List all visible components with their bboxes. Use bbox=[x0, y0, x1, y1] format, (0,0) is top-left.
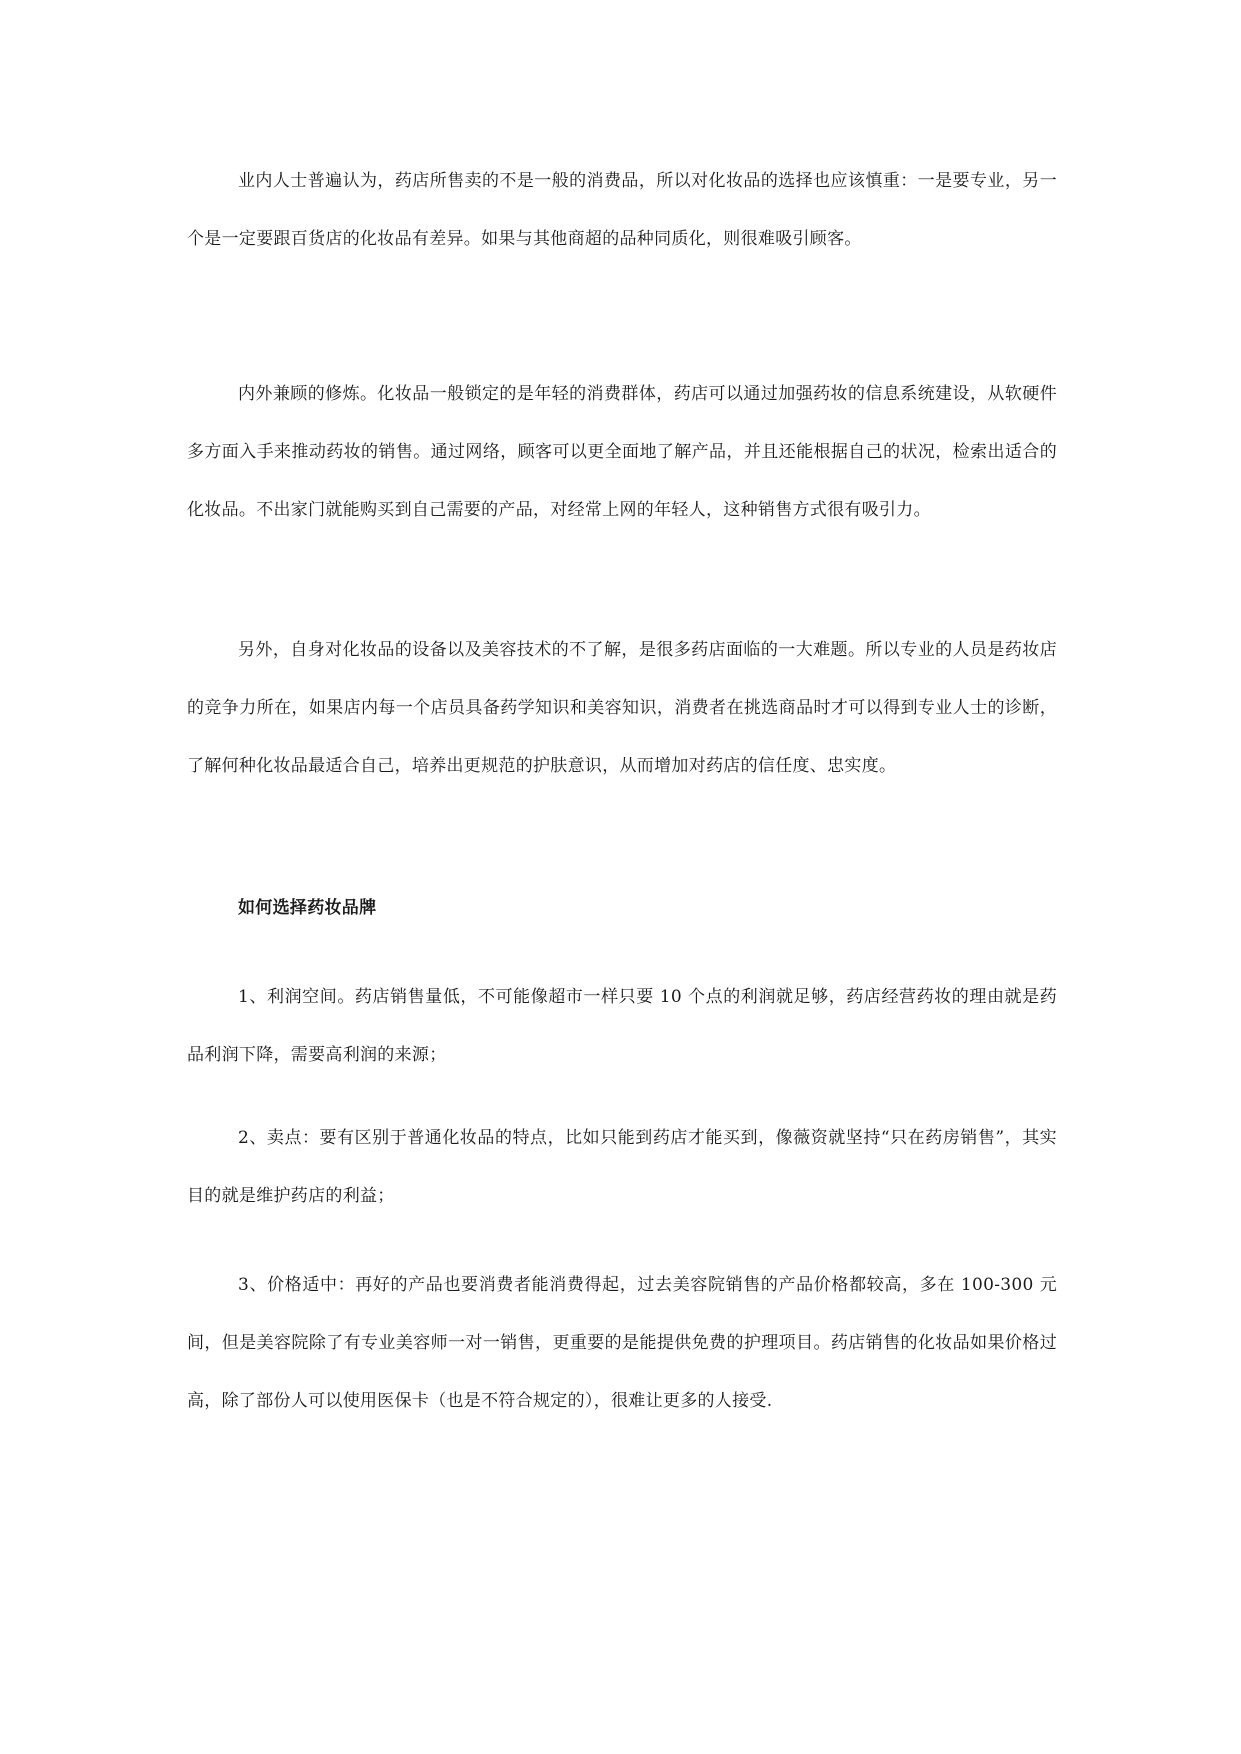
paragraph-inside-outside: 内外兼顾的修炼。化妆品一般锁定的是年轻的消费群体，药店可以通过加强药妆的信息系统建设，从软硬件多方面入手来推动药妆的销售。通过网络，顾客可以更全面地了解产品，并且还能根据自己的状况，检索出适合的化妆品。不出家门就能购买到自己需要的产品，对经常上网的年轻人，这种销售方式很有吸引力。 bbox=[187, 384, 1057, 520]
list-item-profit-margin: 1、利润空间。药店销售量低，不可能像超市一样只要 10 个点的利润就足够，药店经营药妆的理由就是药品利润下降，需要高利润的来源； bbox=[187, 987, 1057, 1065]
paragraph-industry-view: 业内人士普遍认为，药店所售卖的不是一般的消费品，所以对化妆品的选择也应该慎重：一是要专业，另一个是一定要跟百货店的化妆品有差异。如果与其他商超的品种同质化，则很难吸引顾客。 bbox=[187, 171, 1057, 249]
paragraph-professional-staff: 另外，自身对化妆品的设备以及美容技术的不了解，是很多药店面临的一大难题。所以专业的人员是药妆店的竞争力所在，如果店内每一个店员具备药学知识和美容知识，消费者在挑选商品时才可以得到专业人士的诊断，了解何种化妆品最适合自己，培养出更规范的护肤意识，从而增加对药店的信任度、忠实度。 bbox=[187, 640, 1057, 776]
section-heading: 如何选择药妆品牌 bbox=[238, 898, 377, 918]
list-item-moderate-price: 3、价格适中：再好的产品也要消费者能消费得起，过去美容院销售的产品价格都较高，多在 100-300 元间，但是美容院除了有专业美容师一对一销售，更重要的是能提供免费的护理项目。药店销售的化妆品如果价格过高，除了部份人可以使用医保卡（也是不符合规定的），很难让更多的人接受. bbox=[187, 1275, 1057, 1411]
list-item-selling-point: 2、卖点：要有区别于普通化妆品的特点，比如只能到药店才能买到，像薇资就坚持“只在药房销售”，其实目的就是维护药店的利益； bbox=[187, 1128, 1057, 1206]
